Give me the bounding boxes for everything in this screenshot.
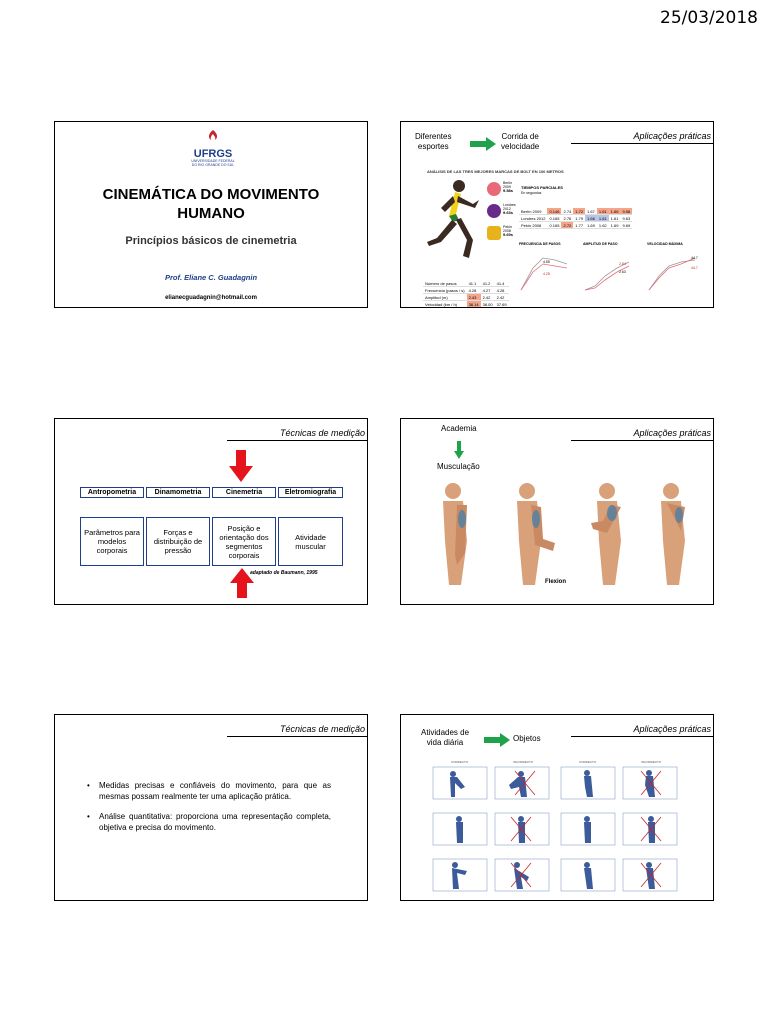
arrow-down-icon — [229, 450, 253, 482]
table-row — [423, 294, 509, 301]
split-title: TIEMPOS PARCIALES — [521, 185, 563, 190]
cell: 1.66 — [610, 208, 619, 214]
table-row — [519, 215, 632, 222]
posture-illustrations — [431, 759, 681, 894]
cell: 2.43 — [467, 294, 481, 301]
cell: 0.165 — [549, 215, 560, 221]
race-name: Londres 2012 — [503, 203, 516, 211]
chart-label: FRECUENCIA DE PASOS — [519, 242, 561, 246]
cell: 1.69 — [587, 222, 595, 228]
race-name: Pekín 2008 — [503, 225, 512, 233]
header-line — [571, 440, 713, 441]
race-time: 9.69s — [503, 232, 514, 237]
author: Prof. Eliane C. Guadagnin — [164, 273, 258, 282]
chart-value: 4.55 — [543, 260, 550, 264]
label-daily-1: Atividades de — [421, 728, 470, 737]
title-line-1: CINEMÁTICA DO MOVIMENTO — [102, 186, 320, 203]
cell: 0.165 — [549, 222, 560, 228]
header-line — [227, 736, 367, 737]
slide-2-sprint — [400, 121, 714, 308]
label-incorrect: INCORRECTO — [513, 760, 534, 764]
race-time: 9.58s — [503, 188, 514, 193]
arrow-right-icon — [484, 733, 510, 747]
posture-grid — [431, 759, 681, 894]
label-sprint-2: velocidade — [501, 142, 540, 151]
table-row — [423, 287, 509, 294]
label-sports-1: Diferentes — [415, 132, 452, 141]
cell: 1.79 — [575, 215, 584, 221]
biceps-curl-figures — [431, 481, 697, 587]
label-correct: CORRECTO — [451, 760, 469, 764]
bullet-list — [87, 781, 331, 833]
table-row — [519, 222, 632, 229]
bullet-text: Análise quantitativa: proporciona uma representação completa, objetiva e precisa do movimento. — [99, 812, 331, 832]
cell: Berlín 2009 — [519, 208, 547, 215]
arrow-up-icon — [230, 568, 254, 598]
chart-label: AMPLITUD DE PASO — [583, 242, 618, 246]
slide-3-header: Técnicas de medição — [279, 428, 365, 438]
cell: 41.4 — [495, 280, 509, 287]
slide-5-header: Técnicas de medição — [279, 724, 365, 734]
chart-value: 44.7 — [691, 256, 698, 260]
label-gym: Academia — [441, 424, 477, 433]
cell: Pekín 2008 — [519, 222, 547, 229]
slide-4-header: Aplicações práticas — [633, 428, 711, 438]
split-table — [519, 208, 632, 229]
label-sports-2: esportes — [417, 142, 449, 151]
bullet-dot: • — [87, 812, 90, 821]
cell: 4.28 — [467, 287, 481, 294]
cell: 1.69 — [610, 222, 619, 228]
cell: 41.1 — [467, 280, 481, 287]
header-line — [571, 143, 713, 144]
title-line-2: HUMANO — [177, 205, 245, 222]
cell: 38.00 — [482, 301, 493, 307]
cell: 2.74 — [563, 208, 572, 214]
category-kinematics: Cinemetria — [212, 487, 276, 498]
cell: 1.62 — [598, 222, 607, 228]
chart-value: 2.84 — [619, 262, 626, 266]
ufrgs-logo — [188, 130, 238, 167]
cell: Amplitud (m) — [423, 294, 467, 301]
logo-sub-2: DO RIO GRANDE DO SUL — [191, 163, 235, 167]
slide-2-header: Aplicações práticas — [633, 131, 711, 141]
email: elianecguadagnin@hotmail.com — [165, 295, 257, 301]
race-name: Berlín 2009 — [503, 181, 513, 189]
chart-value: 4.28 — [543, 272, 550, 276]
category-electromyography: Eletromiografia — [278, 487, 343, 498]
cell: 41.2 — [481, 280, 495, 287]
label-daily-activities — [421, 728, 469, 748]
source-note: adaptado de Baumann, 1995 — [250, 570, 318, 576]
cell: 1.77 — [575, 222, 584, 228]
cell: 9.58 — [622, 208, 631, 214]
cell: 4.27 — [481, 287, 495, 294]
cell: 9.63 — [622, 215, 631, 221]
label-incorrect: INCORRECTO — [641, 760, 662, 764]
slide-6-header: Aplicações práticas — [633, 724, 711, 734]
line-chart — [583, 246, 641, 294]
slide-5-measurement — [54, 714, 368, 901]
cell: Londres 2012 — [521, 215, 546, 221]
cell: 1.67 — [587, 208, 595, 214]
bullet-dot: • — [87, 781, 90, 790]
badge-circle — [487, 226, 501, 240]
label-daily-2: vida diária — [426, 738, 464, 747]
description-electromyography: Atividade muscular — [278, 517, 343, 566]
cell: 2.42 — [495, 294, 509, 301]
race-list — [487, 180, 517, 246]
description-anthropometry: Parâmetros para modelos corporais — [80, 517, 144, 566]
cell: Frecuencia (pasos / s) — [425, 287, 465, 293]
bullet-item — [87, 781, 331, 802]
race-badge — [487, 224, 517, 246]
label-correct: CORRECTO — [579, 760, 597, 764]
bullet-item — [87, 812, 331, 833]
arrow-right-icon — [470, 137, 496, 151]
logo-sub-1: UNIVERSIDADE FEDERAL — [191, 159, 235, 163]
race-time: 9.63s — [503, 210, 514, 215]
description-kinematics: Posição e orientação dos segmentos corporais — [212, 517, 276, 566]
cell: 9.69 — [622, 222, 631, 228]
stats-table — [423, 280, 509, 308]
cell: 2.76 — [563, 215, 572, 221]
runner-figure — [423, 178, 485, 260]
cell: Número de pasos — [423, 280, 467, 287]
subtitle: Princípios básicos de cinemetria — [125, 235, 297, 247]
slide-4-gym — [400, 418, 714, 605]
page-date: 25/03/2018 — [660, 8, 758, 28]
mini-chart-frequency — [519, 242, 579, 302]
cell: 1.66 — [587, 215, 595, 221]
label-sprint — [501, 132, 539, 152]
label-weight-training: Musculação — [437, 462, 480, 471]
race-badge — [487, 180, 517, 202]
label-sprint-1: Corrida de — [501, 132, 539, 141]
chart-label: VELOCIDAD MÁXIMA — [647, 242, 683, 246]
figure-caption: Flexion — [545, 579, 567, 585]
cell: 2.42 — [481, 294, 495, 301]
logo-text: UFRGS — [193, 148, 233, 160]
cell: 1.61 — [598, 215, 607, 221]
race-badge — [487, 202, 517, 224]
badge-circle — [487, 204, 501, 218]
cell: 4.28 — [495, 287, 509, 294]
cell: 1.61 — [610, 215, 619, 221]
header-line — [227, 440, 367, 441]
line-chart — [519, 246, 577, 294]
mini-chart-amplitude — [583, 242, 643, 302]
cell: 1.72 — [575, 208, 584, 214]
cell: 1.61 — [598, 208, 607, 214]
cell: Velocidad (km / h) — [423, 301, 467, 308]
split-sub: En segundos — [521, 191, 542, 195]
chart-value: 2.63 — [619, 270, 626, 274]
cell: 0.146 — [549, 208, 560, 214]
cell: 37.69 — [496, 301, 507, 307]
badge-circle — [487, 182, 501, 196]
slide-6-daily-activities — [400, 714, 714, 901]
table-row — [423, 301, 509, 308]
label-objects: Objetos — [513, 734, 541, 743]
description-dynamometry: Forças e distribuição de pressão — [146, 517, 210, 566]
infographic-title: ANÁLISIS DE LAS TRES MEJORES MARCAS DE BOLT EN 100 METROS — [427, 169, 564, 174]
slide-1-title — [54, 121, 368, 308]
category-anthropometry: Antropometria — [80, 487, 144, 498]
flame-icon — [205, 130, 221, 144]
arrow-down-icon — [454, 441, 464, 459]
bullet-text: Medidas precisas e confiáveis do movimento, para que as mesmas possam realmente ter uma aplicação prática. — [99, 781, 331, 801]
header-line — [571, 736, 713, 737]
category-dynamometry: Dinamometria — [146, 487, 210, 498]
cell: 38.14 — [468, 301, 479, 307]
line-chart — [647, 246, 707, 294]
slide-3-techniques — [54, 418, 368, 605]
chart-value: 44.7 — [691, 266, 698, 270]
cell: 2.72 — [563, 222, 572, 228]
mini-chart-speed — [647, 242, 709, 302]
label-sports — [415, 132, 451, 152]
